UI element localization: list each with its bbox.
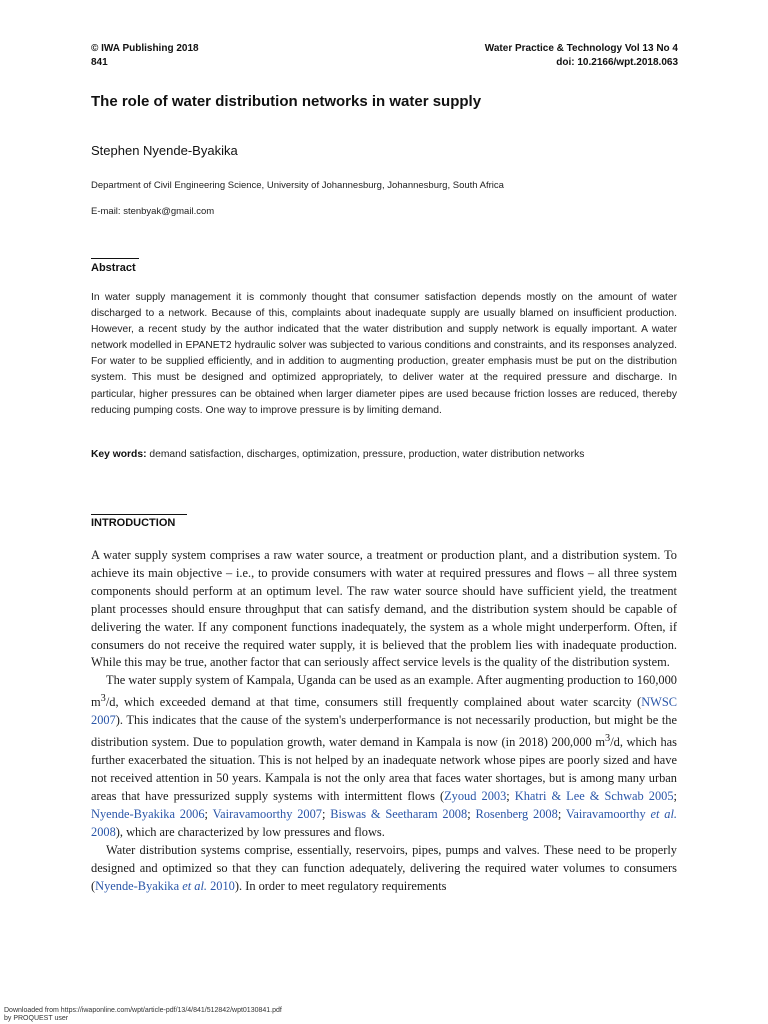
citation-link[interactable]: NWSC 2007: [91, 695, 677, 728]
keywords: [91, 447, 677, 463]
citation-link[interactable]: Khatri & Lee & Schwab 2005: [514, 789, 674, 804]
introduction-rule: [91, 514, 187, 515]
keywords-label: Key words:: [91, 449, 147, 460]
citation-link[interactable]: Rosenberg 2008: [475, 806, 558, 821]
author-email[interactable]: E-mail: stenbyak@gmail.com: [91, 206, 215, 217]
article-title: The role of water distribution networks in water supply: [91, 93, 482, 110]
citation-link[interactable]: Vairavamoorthy et al. 2008: [91, 806, 677, 839]
header-left: [91, 42, 199, 70]
introduction-body: [91, 547, 677, 895]
keywords-list: demand satisfaction, discharges, optimization, pressure, production, water distribution networks: [149, 449, 585, 460]
citation-link[interactable]: Nyende-Byakika 2006: [91, 806, 205, 821]
paragraph-3: Water distribution systems comprise, essentially, reservoirs, pipes, pumps and valves. These need to be properly designed and optimized so that they can function adequately, delivering the required water volumes to consumers (Nyende-Byakika et al. 2010). In order to meet regulatory requirements: [91, 842, 677, 893]
author-name: Stephen Nyende-Byakika: [91, 143, 238, 158]
download-footer: [4, 1007, 282, 1023]
download-source[interactable]: Downloaded from https://iwaponline.com/wpt/article-pdf/13/4/841/512842/wpt0130841.pdf: [4, 1007, 282, 1014]
abstract-text: In water supply management it is commonly thought that consumer satisfaction depends mostly on the amount of water discharged to a network. Because of this, complaints about inadequate supply are usually blamed on insufficient production. However, a recent study by the author indicated that the water distribution and supply network is equally important. A water network modelled in EPANET2 hydraulic solver was subjected to various conditions and constraints, and its responses analyzed. For water to be supplied efficiently, and in addition to augmenting production, greater emphasis must be put on the distribution system. This must be designed and optimized appropriately, to deliver water at the required pressure and discharge. In particular, higher pressures can be obtained when larger diameter pipes are used because friction losses are reduced, thereby reducing pumping costs. One way to improve pressure is by limiting demand.: [91, 292, 677, 416]
introduction-heading: INTRODUCTION: [91, 517, 176, 529]
abstract-rule: [91, 258, 139, 259]
citation-link[interactable]: Nyende-Byakika et al. 2010: [95, 878, 235, 893]
paragraph-2: The water supply system of Kampala, Uganda can be used as an example. After augmenting production to 160,000 $m^3/d$, which exceeded demand at that time, consumers still frequently complained about water scarcity (NWSC 2007). This indicates that the cause of the system's underperformance is not necessarily production, but might be the distribution system. Due to population growth, water demand in Kampala is now (in 2018) 200,000 $m^3/d$, which has further exacerbated the situation. This is not helped by an inadequate network whose pipes are poorly sized and have not received attention in 50 years. Kampala is not the only area that faces water shortages, but is among many urban areas that have pressurized supply systems with intermittent flows (Zyoud 2003; Khatri & Lee & Schwab 2005; Nyende-Byakika 2006; Vairavamoorthy 2007; Biswas & Seetharam 2008; Rosenberg 2008; Vairavamoorthy et al. 2008), which are characterized by low pressures and flows.: [91, 673, 677, 839]
doi-link[interactable]: doi: 10.2166/wpt.2018.063: [556, 57, 678, 68]
copyright-text: © IWA Publishing 2018: [91, 43, 199, 54]
journal-name: Water Practice & Technology Vol 13 No 4: [484, 43, 678, 54]
header-right: [485, 42, 678, 70]
citation-link[interactable]: Zyoud 2003: [444, 789, 507, 804]
paragraph-1: A water supply system comprises a raw water source, a treatment or production plant, and a distribution system. To achieve its main objective – i.e., to provide consumers with water at required pressures and flows – all three system components should perform at an optimum level. The raw water source should have sufficient yield, the treatment plant processes should ensure throughput that can satisfy demand, and the distribution system should be capable of delivering the water. If any component functions inadequately, the system as a whole might underperform. Often, if consumers do not receive the required water supply, it is believed that the problem lies with inadequate production. While this may be true, another factor that can seriously affect service levels is the quality of the distribution system.: [91, 548, 677, 670]
abstract-heading: Abstract: [91, 262, 136, 274]
download-user: by PROQUEST user: [4, 1015, 69, 1022]
citation-link[interactable]: Biswas & Seetharam 2008: [330, 806, 468, 821]
page-number: 841: [91, 57, 108, 68]
citation-link[interactable]: Vairavamoorthy 2007: [212, 806, 322, 821]
author-affiliation: Department of Civil Engineering Science, University of Johannesburg, Johannesburg, South Africa: [91, 180, 504, 191]
